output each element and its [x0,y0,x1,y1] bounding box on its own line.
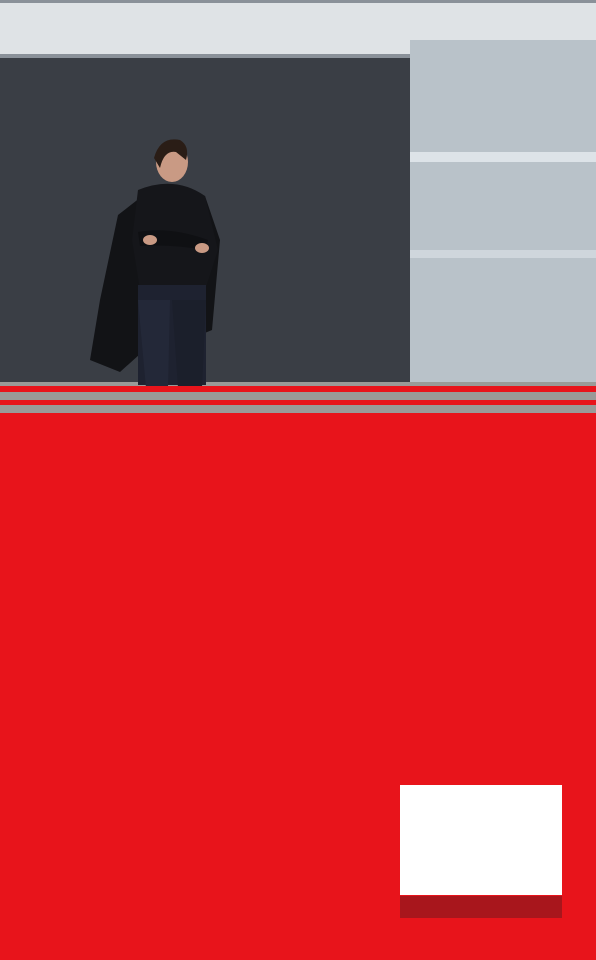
barcode-bars [406,791,556,873]
photo-credit [2,238,12,398]
photo-illustration [0,0,596,424]
barcode [400,785,562,895]
back-cover-text [88,470,558,502]
author-photo [0,0,596,424]
publisher-website [400,896,562,918]
